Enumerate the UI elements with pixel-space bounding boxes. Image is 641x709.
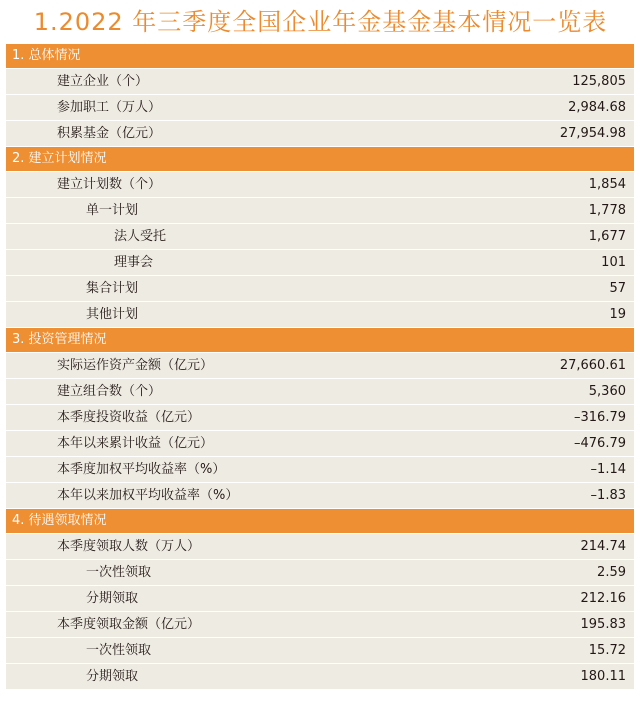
row-value: 27,954.98 — [559, 126, 626, 141]
row-label: 建立计划数（个） — [57, 177, 162, 192]
table-row — [6, 276, 634, 302]
table-row — [6, 69, 634, 95]
row-label: 单一计划 — [86, 203, 139, 218]
row-label: 本季度加权平均收益率（%） — [57, 462, 226, 477]
row-label: 本季度投资收益（亿元） — [57, 410, 201, 425]
table-row — [6, 379, 634, 405]
row-value: –1.14 — [590, 462, 626, 477]
row-value: 27,660.61 — [559, 358, 626, 373]
row-label: 实际运作资产金额（亿元） — [57, 358, 214, 373]
row-value: 57 — [609, 281, 626, 296]
section-header-plans: 2. 建立计划情况 — [6, 147, 634, 172]
row-value: 2,984.68 — [568, 100, 626, 115]
table-row — [6, 302, 634, 328]
row-label: 一次性领取 — [86, 565, 152, 580]
table-row — [6, 664, 634, 690]
row-value: 15.72 — [588, 643, 626, 658]
row-value: –476.79 — [574, 436, 626, 451]
table-row — [6, 250, 634, 276]
row-label: 一次性领取 — [86, 643, 152, 658]
row-value: 5,360 — [588, 384, 626, 399]
table-row — [6, 224, 634, 250]
summary-table — [6, 44, 634, 690]
table-row — [6, 586, 634, 612]
section-header-overall: 1. 总体情况 — [6, 44, 634, 69]
row-label: 本季度领取人数（万人） — [57, 539, 201, 554]
table-row — [6, 431, 634, 457]
row-value: 19 — [609, 307, 626, 322]
table-row — [6, 534, 634, 560]
table-row — [6, 612, 634, 638]
row-label: 理事会 — [114, 255, 154, 270]
row-label: 本季度领取金额（亿元） — [57, 617, 201, 632]
section-header-benefits: 4. 待遇领取情况 — [6, 509, 634, 534]
table-row — [6, 638, 634, 664]
row-value: –316.79 — [574, 410, 626, 425]
table-row — [6, 483, 634, 509]
table-row — [6, 172, 634, 198]
row-value: 212.16 — [580, 591, 626, 606]
table-row — [6, 121, 634, 147]
row-label: 本年以来累计收益（亿元） — [57, 436, 214, 451]
row-value: 2.59 — [597, 565, 626, 580]
row-label: 集合计划 — [86, 281, 139, 296]
row-value: –1.83 — [590, 488, 626, 503]
row-label: 其他计划 — [86, 307, 139, 322]
table-row — [6, 405, 634, 431]
row-value: 1,778 — [588, 203, 626, 218]
row-label: 建立企业（个） — [57, 74, 149, 89]
section-header-investment: 3. 投资管理情况 — [6, 328, 634, 353]
row-value: 1,677 — [588, 229, 626, 244]
row-value: 214.74 — [580, 539, 626, 554]
row-value: 125,805 — [572, 74, 626, 89]
table-row — [6, 457, 634, 483]
row-label: 分期领取 — [86, 669, 139, 684]
table-title: 1.2022 年三季度全国企业年金基金基本情况一览表 — [33, 8, 608, 36]
row-value: 180.11 — [580, 669, 626, 684]
row-label: 参加职工（万人） — [57, 100, 162, 115]
row-value: 101 — [601, 255, 626, 270]
row-value: 1,854 — [588, 177, 626, 192]
table-row — [6, 353, 634, 379]
table-row — [6, 560, 634, 586]
row-label: 法人受托 — [114, 229, 167, 244]
row-value: 195.83 — [580, 617, 626, 632]
row-label: 分期领取 — [86, 591, 139, 606]
table-row — [6, 95, 634, 121]
row-label: 建立组合数（个） — [57, 384, 162, 399]
row-label: 积累基金（亿元） — [57, 126, 162, 141]
table-row — [6, 198, 634, 224]
row-label: 本年以来加权平均收益率（%） — [57, 488, 239, 503]
